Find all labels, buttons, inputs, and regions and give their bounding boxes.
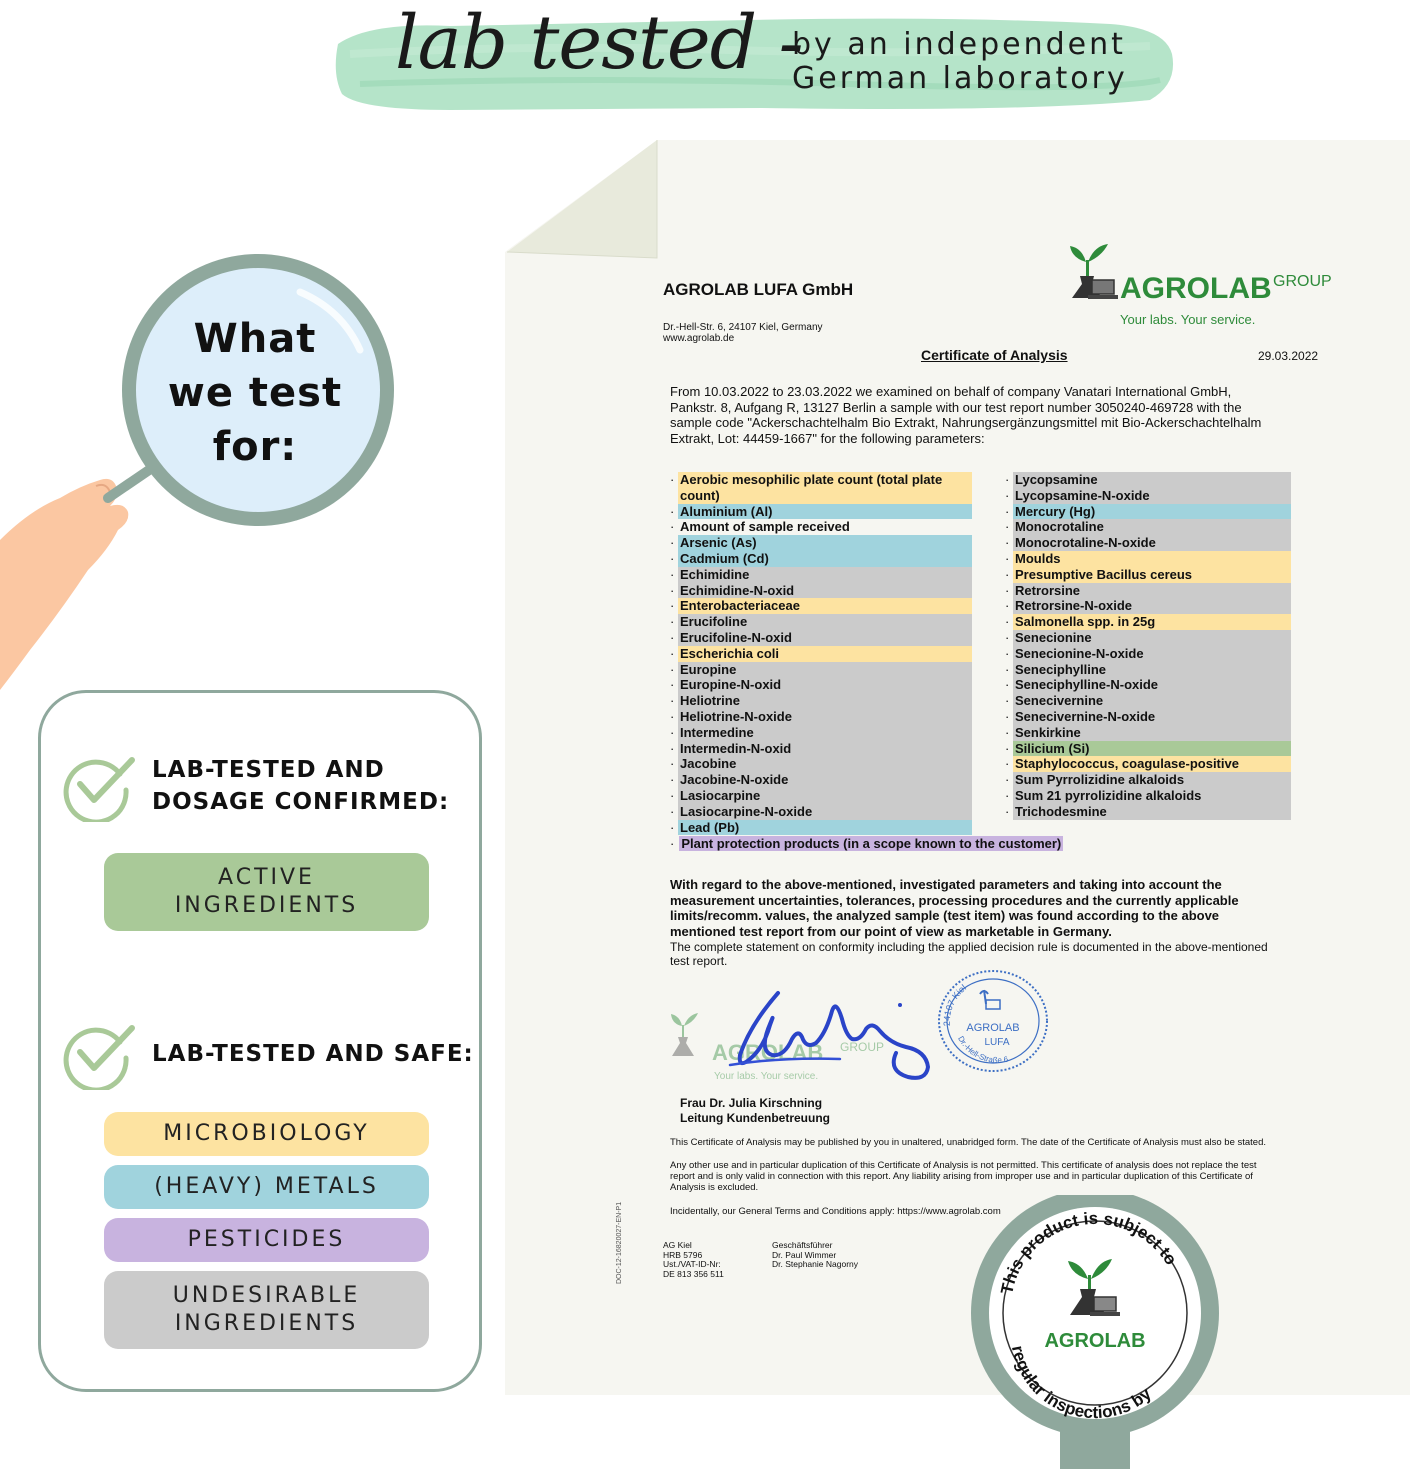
bullet: · xyxy=(670,629,675,645)
parameter-label: Europine-N-oxid xyxy=(680,677,782,693)
parameter-item xyxy=(670,756,972,772)
document-code: DOC-12-16820027-EN-P1 xyxy=(616,1201,623,1284)
parameter-label: Presumptive Bacillus cereus xyxy=(1015,566,1193,582)
bullet: · xyxy=(670,582,675,598)
faded-logo-group: GROUP xyxy=(840,1040,885,1054)
bullet: · xyxy=(670,819,675,835)
bullet: · xyxy=(1005,519,1010,535)
parameter-item xyxy=(670,551,972,567)
bullet: · xyxy=(670,535,675,551)
plant-protection-label: Plant protection products (in a scope known to the customer) xyxy=(681,836,1062,851)
bullet: · xyxy=(1005,803,1010,819)
terms-note: Incidentally, our General Terms and Conditions apply: https://www.agrolab.com xyxy=(670,1206,1001,1217)
parameter-label: Lasiocarpine-N-oxide xyxy=(680,803,813,819)
parameter-item xyxy=(670,519,972,535)
subtitle-line1: by an independent xyxy=(792,27,1126,62)
usage-note xyxy=(670,1160,1310,1193)
parameter-item xyxy=(1005,788,1291,804)
bullet: · xyxy=(670,740,675,756)
parameter-label: Mercury (Hg) xyxy=(1015,503,1096,519)
parameter-item xyxy=(670,567,972,583)
parameter-label: Amount of sample received xyxy=(680,519,850,535)
bullet: · xyxy=(670,772,675,788)
management-info xyxy=(772,1241,858,1270)
agrolab-logo-text: AGROLAB xyxy=(1120,272,1272,305)
parameter-item xyxy=(1005,472,1291,488)
signer-role: Leitung Kundenbetreuung xyxy=(680,1110,830,1125)
lab-stamp xyxy=(936,968,1050,1074)
parameter-item xyxy=(670,772,972,788)
parameter-item xyxy=(1005,804,1291,820)
bullet: · xyxy=(670,550,675,566)
parameter-label: Salmonella spp. in 25g xyxy=(1015,614,1156,630)
bullet: · xyxy=(670,645,675,661)
badge-line: INGREDIENTS xyxy=(174,1311,359,1336)
parameter-label: Sum 21 pyrrolizidine alkaloids xyxy=(1015,787,1202,803)
parameter-label: Heliotrine-N-oxide xyxy=(680,708,792,724)
conclusion-line: mentioned test report from our point of view as marketable in Germany. xyxy=(670,923,1112,939)
bullet: · xyxy=(1005,472,1010,487)
parameter-label: Senkirkine xyxy=(1015,724,1081,740)
parameter-label: Arsenic (As) xyxy=(680,535,757,551)
agrolab-logo-group: GROUP xyxy=(1273,273,1332,290)
badge-line: INGREDIENTS xyxy=(174,893,359,918)
parameter-item xyxy=(1005,662,1291,678)
microbiology-badge: MICROBIOLOGY xyxy=(104,1112,429,1156)
parameter-item xyxy=(670,535,972,551)
parameter-label: Lycopsamine-N-oxide xyxy=(1015,487,1150,503)
registration-line: Ust./VAT-ID-Nr: xyxy=(663,1259,721,1269)
address-line: Dr.-Hell-Str. 6, 24107 Kiel, Germany xyxy=(663,322,823,333)
parameter-label: Staphylococcus, coagulase-positive xyxy=(1015,756,1239,772)
parameter-label: Monocrotaline-N-oxide xyxy=(1015,535,1156,551)
parameter-item xyxy=(1005,488,1291,504)
certificate-title: Certificate of Analysis xyxy=(921,347,1068,363)
parameter-item xyxy=(1005,709,1291,725)
management-line: Geschäftsführer xyxy=(772,1240,833,1250)
bullet: · xyxy=(1005,582,1010,598)
bullet: · xyxy=(670,614,675,630)
bullet: · xyxy=(1005,787,1010,803)
parameter-label: Lead (Pb) xyxy=(680,819,740,835)
parameter-item xyxy=(670,630,972,646)
subtitle xyxy=(792,28,1128,96)
what-line: What xyxy=(193,316,317,362)
bullet: · xyxy=(670,598,675,614)
parameter-label: count) xyxy=(680,487,720,503)
parameter-item xyxy=(670,725,972,741)
parameter-label: Silicium (Si) xyxy=(1015,740,1090,756)
bullet: · xyxy=(1005,693,1010,709)
parameter-item xyxy=(1005,756,1291,772)
bullet: · xyxy=(1005,661,1010,677)
website-link[interactable]: www.agrolab.de xyxy=(663,333,735,344)
what-we-test-text xyxy=(150,312,360,474)
parameter-label: Cadmium (Cd) xyxy=(680,550,769,566)
parameter-label: Escherichia coli xyxy=(680,645,779,661)
bullet: · xyxy=(1005,645,1010,661)
subtitle-line2: German laboratory xyxy=(792,61,1128,96)
heading-line: LAB-TESTED AND xyxy=(152,757,385,783)
bullet: · xyxy=(670,693,675,709)
parameter-label: Jacobine-N-oxide xyxy=(680,772,789,788)
parameter-label: Heliotrine xyxy=(680,693,740,709)
parameter-label: Senecionine xyxy=(1015,629,1092,645)
bullet: · xyxy=(1005,772,1010,788)
parameter-item xyxy=(670,804,972,820)
parameter-item xyxy=(1005,519,1291,535)
parameter-label: Aerobic mesophilic plate count (total plate xyxy=(680,472,943,487)
what-line: for: xyxy=(212,424,298,470)
parameter-label: Seneciphylline-N-oxide xyxy=(1015,677,1159,693)
parameter-item xyxy=(1005,693,1291,709)
seal-name: AGROLAB xyxy=(1044,1330,1146,1352)
parameter-item xyxy=(670,693,972,709)
parameter-plant-protection: · Plant protection products (in a scope known to the customer) xyxy=(670,836,1062,851)
parameter-item xyxy=(670,662,972,678)
seal-top-text: This product is subject to xyxy=(997,1208,1181,1296)
bullet: · xyxy=(1005,487,1010,503)
faded-logo-slogan: Your labs. Your service. xyxy=(714,1071,819,1082)
intro-line: From 10.03.2022 to 23.03.2022 we examined on behalf of company Vanatari International GmbH, xyxy=(670,384,1232,399)
parameter-item xyxy=(1005,772,1291,788)
parameter-item xyxy=(1005,598,1291,614)
parameter-item xyxy=(670,488,972,504)
parameter-item xyxy=(1005,630,1291,646)
parameter-label: Intermedine xyxy=(680,724,754,740)
bullet: · xyxy=(1005,677,1010,693)
parameter-label: Seneciphylline xyxy=(1015,661,1107,677)
what-line: we test xyxy=(167,370,343,416)
certificate-intro xyxy=(670,384,1330,446)
conformity-statement xyxy=(670,940,1320,968)
parameter-label: Senecivernine xyxy=(1015,693,1104,709)
parameter-label: Echimidine xyxy=(680,566,750,582)
parameter-label: Erucifoline-N-oxid xyxy=(680,629,792,645)
bullet: · xyxy=(1005,756,1010,772)
parameter-label: Lycopsamine xyxy=(1015,472,1098,487)
stamp-top-text: 24107 Kiel xyxy=(941,982,969,1027)
parameter-item xyxy=(670,788,972,804)
parameter-item xyxy=(1005,741,1291,757)
parameter-label: Senecionine-N-oxide xyxy=(1015,645,1144,661)
parameter-label: Moulds xyxy=(1015,550,1061,566)
parameter-label: Aluminium (Al) xyxy=(680,503,773,519)
bullet: · xyxy=(1005,724,1010,740)
registration-line: AG Kiel xyxy=(663,1240,692,1250)
handwritten-title: lab tested - xyxy=(395,0,803,86)
bullet: · xyxy=(670,756,675,772)
bullet: · xyxy=(1005,503,1010,519)
parameter-item xyxy=(670,820,972,836)
parameter-label: Retrorsine-N-oxide xyxy=(1015,598,1133,614)
parameter-item xyxy=(670,598,972,614)
registration-line: HRB 5796 xyxy=(663,1249,703,1260)
parameter-item xyxy=(1005,551,1291,567)
parameter-label: Echimidine-N-oxid xyxy=(680,582,795,598)
bullet: · xyxy=(670,519,675,535)
bullet: · xyxy=(1005,614,1010,630)
dosage-confirmed-heading xyxy=(152,754,449,818)
conclusion-statement xyxy=(670,877,1320,939)
parameter-item xyxy=(670,472,972,488)
signature xyxy=(720,985,940,1085)
parameter-label: Erucifoline xyxy=(680,614,748,630)
parameter-item xyxy=(670,646,972,662)
parameter-list-right xyxy=(1005,472,1291,820)
svg-text:24107 Kiel xyxy=(942,982,968,1026)
parameter-item xyxy=(670,583,972,599)
bullet: · xyxy=(1005,740,1010,756)
signer-name: Frau Dr. Julia Kirschning xyxy=(680,1096,823,1110)
conclusion-line: measurement uncertainties, tolerances, processing procedures and the currently applicable xyxy=(670,892,1239,908)
parameter-label: Lasiocarpine xyxy=(680,787,761,803)
parameter-item xyxy=(670,614,972,630)
parameter-label: Senecivernine-N-oxide xyxy=(1015,708,1156,724)
parameter-item xyxy=(1005,567,1291,583)
parameter-item xyxy=(670,709,972,725)
bullet: · xyxy=(670,566,675,582)
parameter-item xyxy=(1005,725,1291,741)
company-name: AGROLAB LUFA GmbH xyxy=(663,280,854,299)
parameter-label: Sum Pyrrolizidine alkaloids xyxy=(1015,772,1185,788)
active-ingredients-badge xyxy=(104,853,429,931)
parameter-item xyxy=(670,504,972,520)
bullet: · xyxy=(670,708,675,724)
check-circle-icon xyxy=(58,1018,138,1090)
badge-line: UNDESIRABLE xyxy=(172,1283,361,1308)
check-circle-icon xyxy=(58,750,138,822)
safe-heading: LAB-TESTED AND SAFE: xyxy=(152,1041,474,1067)
stamp-bottom-text: Dr.-Hell-Straße 6 xyxy=(956,1034,1009,1065)
parameter-label: Jacobine xyxy=(680,756,737,772)
conclusion-line: With regard to the above-mentioned, investigated parameters and taking into account the xyxy=(670,877,1222,892)
registration-line: DE 813 356 511 xyxy=(663,1268,724,1279)
parameter-label: Trichodesmine xyxy=(1015,803,1107,819)
conclusion-line: limits/recomm. values, the analyzed sample (test item) was found according to the above xyxy=(670,908,1220,923)
parameter-item xyxy=(1005,614,1291,630)
parameter-item xyxy=(1005,677,1291,693)
registration-info xyxy=(663,1241,724,1279)
parameter-item xyxy=(1005,583,1291,599)
usage-note-line: Analysis is excluded. xyxy=(670,1182,759,1193)
heavy-metals-badge: (HEAVY) METALS xyxy=(104,1165,429,1209)
bullet: · xyxy=(1005,598,1010,614)
parameter-list-left xyxy=(670,472,972,835)
conformity-line: test report. xyxy=(670,954,728,968)
bullet: · xyxy=(1005,550,1010,566)
intro-line: sample code "Ackerschachtelhalm Bio Extrakt, Nahrungsergänzungsmittel mit Bio-Ackerschachtelhalm xyxy=(670,415,1262,430)
management-line: Dr. Paul Wimmer xyxy=(772,1249,837,1260)
management-line: Dr. Stephanie Nagorny xyxy=(772,1259,858,1269)
signer-block xyxy=(680,1096,830,1125)
faded-logo-text: AGROLAB xyxy=(712,1040,824,1065)
conformity-line: The complete statement on conformity including the applied decision rule is documented in the above-mentioned xyxy=(670,940,1268,954)
bullet: · xyxy=(670,661,675,677)
parameter-label: Enterobacteriaceae xyxy=(680,598,800,614)
agrolab-slogan: Your labs. Your service. xyxy=(1120,312,1256,327)
seal-bottom-text: regular inspections by xyxy=(1008,1344,1155,1423)
faded-agrolab-logo-icon xyxy=(670,1010,700,1062)
publication-note: This Certificate of Analysis may be published by you in unaltered, unabridged form. The date of the Certificate of Analysis must also be stated. xyxy=(670,1137,1267,1148)
bullet: · xyxy=(1005,708,1010,724)
bullet: · xyxy=(670,803,675,819)
parameter-item xyxy=(1005,504,1291,520)
inspection-seal xyxy=(960,1195,1230,1469)
agrolab-logo-icon xyxy=(1068,240,1118,302)
stamp-mid-text1: AGROLAB xyxy=(966,1022,1020,1034)
bullet: · xyxy=(1005,629,1010,645)
usage-note-line: Any other use and in particular duplication of this Certificate of Analysis is not permitted. This certificate of analysis does not replace the test xyxy=(670,1160,1257,1171)
heading-line: DOSAGE CONFIRMED: xyxy=(152,789,450,815)
bullet: · xyxy=(1005,566,1010,582)
parameter-item xyxy=(670,741,972,757)
bullet: · xyxy=(670,677,675,693)
intro-line: Pankstr. 8, Aufgang R, 13127 Berlin a sample with our test report number 3050240-469728 with the xyxy=(670,399,1242,415)
intro-line: Extrakt, Lot: 44459-1667" for the following parameters: xyxy=(670,430,985,446)
stamp-mid-text2: LUFA xyxy=(984,1037,1010,1048)
parameter-label: Intermedin-N-oxid xyxy=(680,740,792,756)
badge-line: ACTIVE xyxy=(218,865,315,890)
parameter-label: Monocrotaline xyxy=(1015,519,1104,535)
parameter-label: Retrorsine xyxy=(1015,582,1081,598)
bullet: · xyxy=(670,472,675,487)
bullet: · xyxy=(670,787,675,803)
bullet: · xyxy=(670,503,675,519)
company-address xyxy=(663,322,823,344)
parameter-item xyxy=(670,677,972,693)
bullet: · xyxy=(670,724,675,740)
usage-note-line: report and is only valid in connection with this report. Any liability arising from improper use and in particular duplication of this Certificate of xyxy=(670,1171,1253,1182)
undesirable-ingredients-badge xyxy=(104,1271,429,1349)
parameter-item xyxy=(1005,646,1291,662)
parameter-item xyxy=(1005,535,1291,551)
certificate-date: 29.03.2022 xyxy=(1258,349,1319,363)
pesticides-badge: PESTICIDES xyxy=(104,1218,429,1262)
parameter-label: Europine xyxy=(680,661,737,677)
bullet: · xyxy=(1005,535,1010,551)
